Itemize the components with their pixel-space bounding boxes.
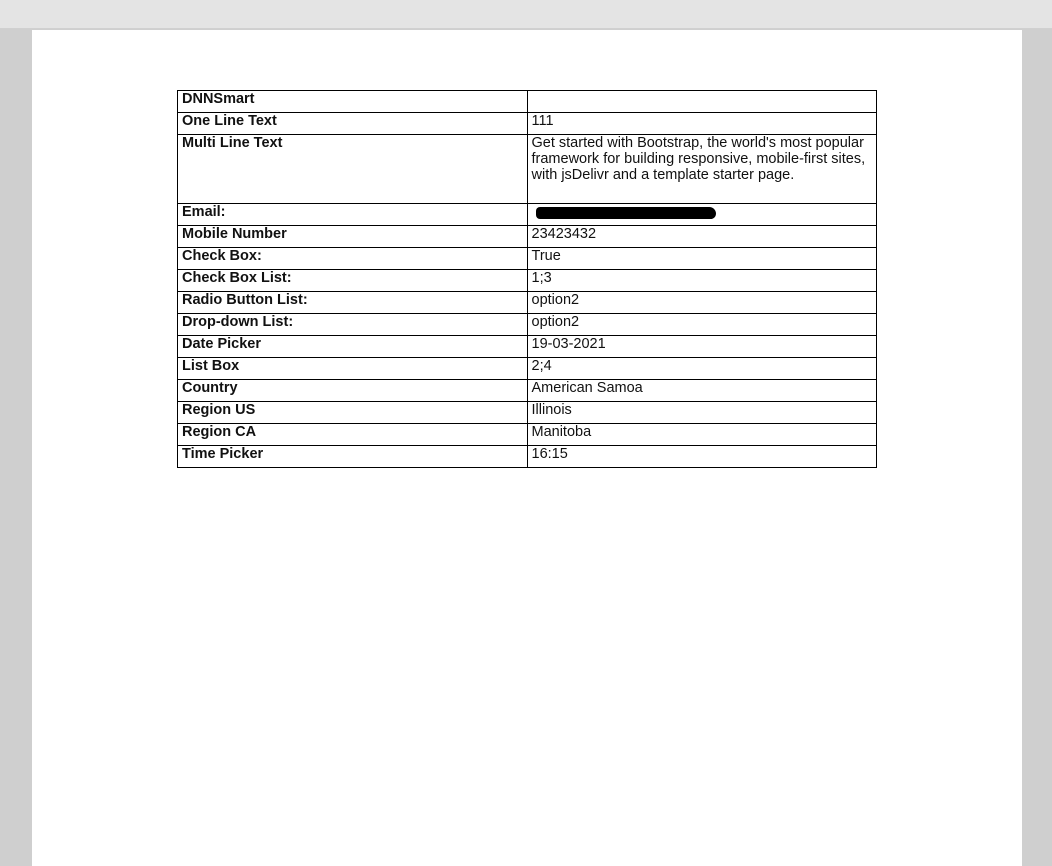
email-value-redacted [532,204,873,224]
field-label: One Line Text [178,113,528,135]
table-row [178,314,877,336]
table-row [178,226,877,248]
field-value: 16:15 [527,446,877,468]
table-row [178,91,877,113]
field-value [527,204,877,226]
field-label: Drop-down List: [178,314,528,336]
field-value: 1;3 [527,270,877,292]
table-row [178,402,877,424]
table-row [178,380,877,402]
field-value: Illinois [527,402,877,424]
field-label: Check Box List: [178,270,528,292]
table-row [178,358,877,380]
form-title-value [527,91,877,113]
field-label: Mobile Number [178,226,528,248]
table-row [178,135,877,204]
table-row [178,270,877,292]
field-value: option2 [527,314,877,336]
field-value: Manitoba [527,424,877,446]
field-label: Region US [178,402,528,424]
field-value: American Samoa [527,380,877,402]
table-row [178,336,877,358]
field-label: Time Picker [178,446,528,468]
table-row [178,204,877,226]
field-value: True [527,248,877,270]
table-row [178,113,877,135]
table-row [178,292,877,314]
field-value: 23423432 [527,226,877,248]
field-value: 111 [527,113,877,135]
field-value: 2;4 [527,358,877,380]
table-row [178,248,877,270]
field-label: Multi Line Text [178,135,528,204]
redaction-mark [536,207,716,219]
field-label: Email: [178,204,528,226]
field-label: Radio Button List: [178,292,528,314]
field-value: Get started with Bootstrap, the world's most popular framework for building responsive, mobile-first sites, with jsDelivr and a template starter page. [527,135,877,204]
table-row [178,424,877,446]
field-label: Date Picker [178,336,528,358]
field-label: List Box [178,358,528,380]
field-value: 19-03-2021 [527,336,877,358]
field-label: Region CA [178,424,528,446]
form-title: DNNSmart [178,91,528,113]
table-row [178,446,877,468]
field-label: Country [178,380,528,402]
form-submission-table [177,90,877,468]
field-label: Check Box: [178,248,528,270]
field-value: option2 [527,292,877,314]
document-page [32,30,1022,866]
viewer-toolbar [0,0,1052,29]
